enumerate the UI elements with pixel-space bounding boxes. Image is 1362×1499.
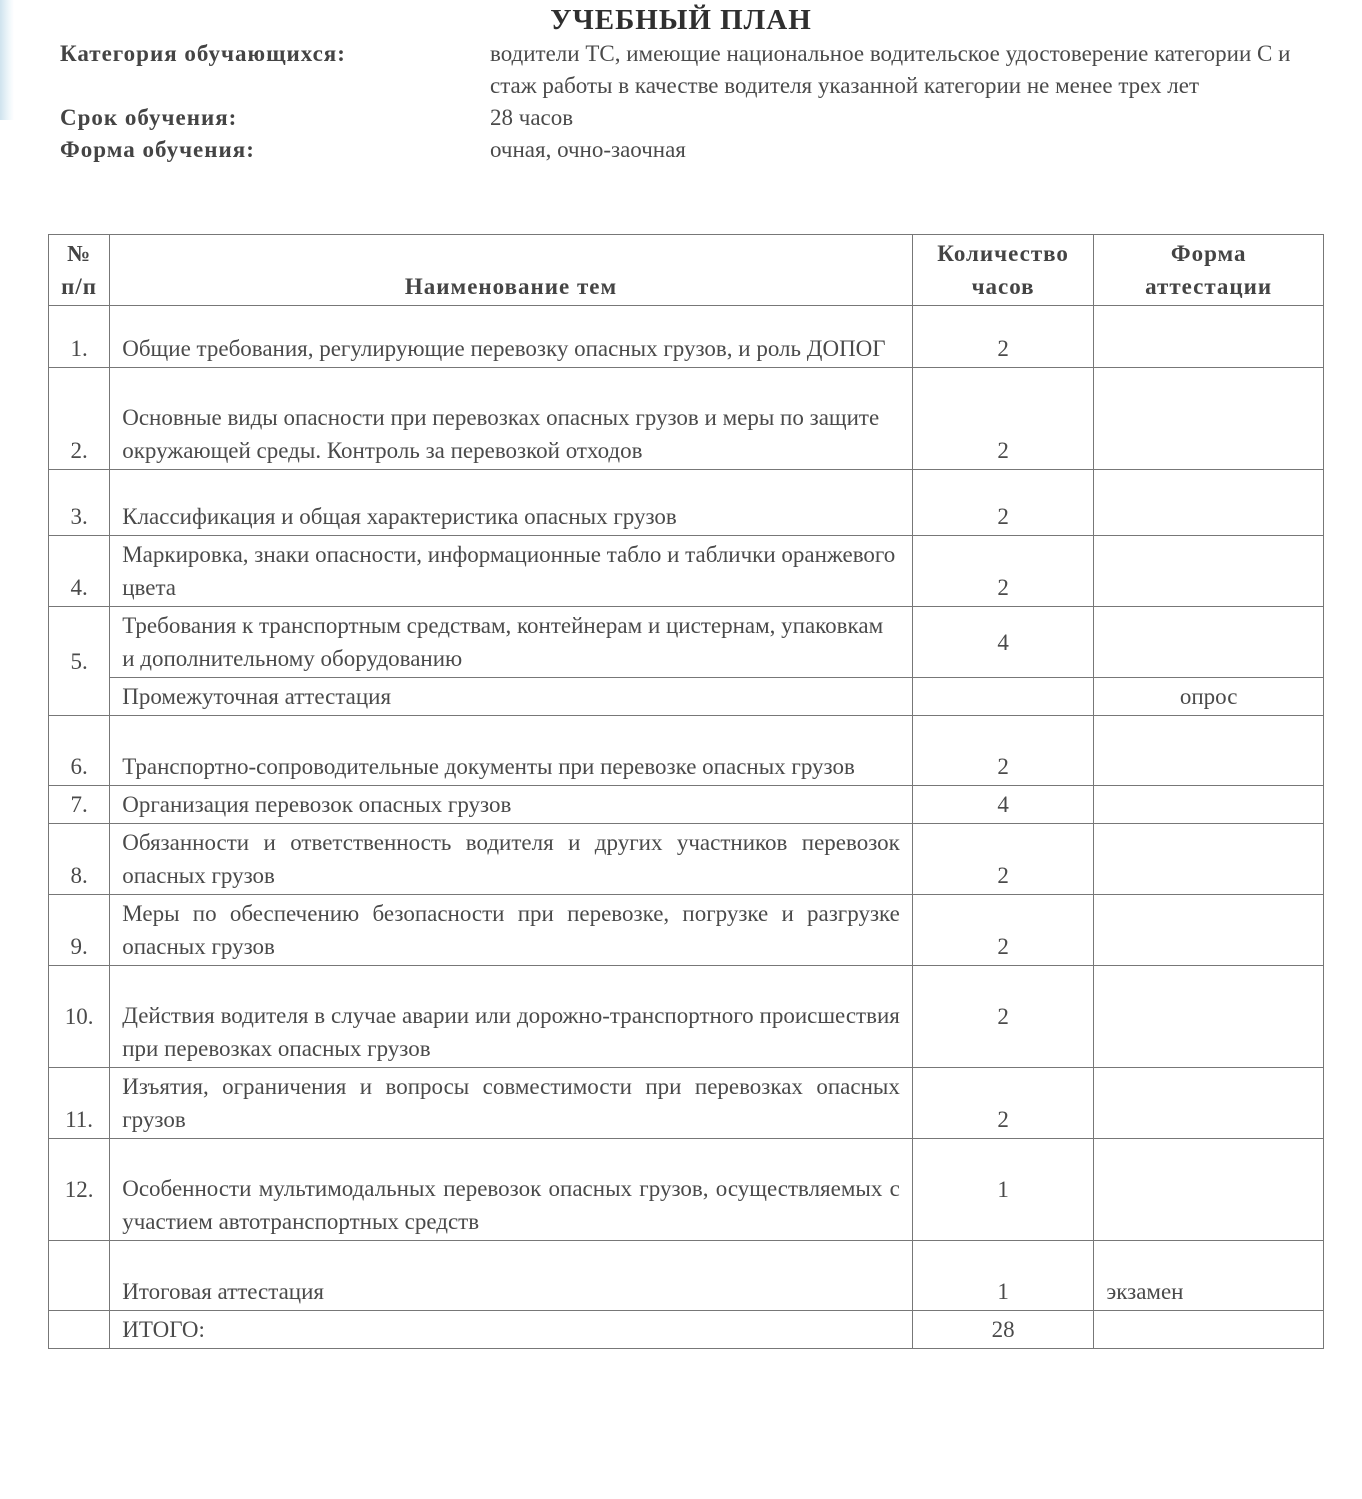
- table-row: [49, 1241, 1324, 1311]
- table-row: [49, 1068, 1324, 1139]
- table-row: [49, 895, 1324, 966]
- row-name: Общие требования, регулирующие перевозку опасных грузов, и роль ДОПОГ: [110, 306, 913, 368]
- table-row: [49, 1139, 1324, 1241]
- row-name: Требования к транспортным средствам, контейнерам и цистернам, упаковкам и дополнительному оборудованию: [110, 607, 913, 678]
- table-row: [49, 470, 1324, 536]
- meta-row-duration: [60, 102, 1330, 134]
- row-hours: 4: [912, 607, 1094, 678]
- row-name: Особенности мультимодальных перевозок опасных грузов, осуществляемых с участием автотранспортных средств: [110, 1139, 913, 1241]
- meta-label: Срок обучения:: [60, 105, 238, 130]
- row-form: [1094, 1311, 1324, 1349]
- meta-row-form: [60, 134, 1330, 166]
- row-num: 2.: [49, 368, 110, 470]
- meta-value: очная, очно-заочная: [490, 137, 686, 162]
- row-hours: 2: [912, 824, 1094, 895]
- table-row: [49, 536, 1324, 607]
- row-name: Промежуточная аттестация: [110, 678, 913, 716]
- row-name: Обязанности и ответственность водителя и других участников перевозок опасных грузов: [110, 824, 913, 895]
- row-num: 1.: [49, 306, 110, 368]
- table-total-row: [49, 1311, 1324, 1349]
- row-hours: 2: [912, 966, 1094, 1068]
- table-row: [49, 607, 1324, 678]
- row-name: Изъятия, ограничения и вопросы совместимости при перевозках опасных грузов: [110, 1068, 913, 1139]
- row-form: [1094, 306, 1324, 368]
- row-name: Итоговая аттестация: [110, 1241, 913, 1311]
- row-num: 9.: [49, 895, 110, 966]
- table-row: [49, 368, 1324, 470]
- row-form: [1094, 368, 1324, 470]
- meta-label: Форма обучения:: [60, 137, 255, 162]
- row-num: 8.: [49, 824, 110, 895]
- table-row: [49, 966, 1324, 1068]
- row-form: [1094, 470, 1324, 536]
- plan-meta: [60, 38, 1330, 166]
- row-num: 12.: [49, 1139, 110, 1241]
- table-row: [49, 786, 1324, 824]
- row-form: [1094, 1068, 1324, 1139]
- table-header-row: [49, 235, 1324, 306]
- row-hours: 1: [912, 1139, 1094, 1241]
- header-num: № п/п: [49, 235, 110, 306]
- row-hours: 2: [912, 895, 1094, 966]
- row-hours: 1: [912, 1241, 1094, 1311]
- row-num: 4.: [49, 536, 110, 607]
- row-form: опрос: [1094, 678, 1324, 716]
- row-hours: [912, 678, 1094, 716]
- table-row: [49, 306, 1324, 368]
- header-form: Форма аттестации: [1094, 235, 1324, 306]
- row-form: [1094, 536, 1324, 607]
- row-form: [1094, 786, 1324, 824]
- row-num: 7.: [49, 786, 110, 824]
- row-name: Маркировка, знаки опасности, информационные табло и таблички оранжевого цвета: [110, 536, 913, 607]
- row-name: Действия водителя в случае аварии или дорожно-транспортного происшествия при перевозках опасных грузов: [110, 966, 913, 1068]
- row-form: [1094, 966, 1324, 1068]
- table-row: [49, 824, 1324, 895]
- row-form: [1094, 716, 1324, 786]
- row-hours: 4: [912, 786, 1094, 824]
- table-row: [49, 716, 1324, 786]
- row-form: [1094, 895, 1324, 966]
- row-hours: 2: [912, 1068, 1094, 1139]
- row-num: 11.: [49, 1068, 110, 1139]
- row-hours: 2: [912, 306, 1094, 368]
- row-name: Меры по обеспечению безопасности при перевозке, погрузке и разгрузке опасных грузов: [110, 895, 913, 966]
- row-hours: 2: [912, 368, 1094, 470]
- row-name: Классификация и общая характеристика опасных грузов: [110, 470, 913, 536]
- row-name: ИТОГО:: [110, 1311, 913, 1349]
- row-name: Транспортно-сопроводительные документы при перевозке опасных грузов: [110, 716, 913, 786]
- row-hours: 28: [912, 1311, 1094, 1349]
- row-hours: 2: [912, 536, 1094, 607]
- document-title: УЧЕБНЫЙ ПЛАН: [550, 4, 812, 36]
- row-name: Организация перевозок опасных грузов: [110, 786, 913, 824]
- row-num: [49, 1311, 110, 1349]
- row-form: [1094, 824, 1324, 895]
- meta-value: 28 часов: [490, 105, 574, 130]
- row-form: экзамен: [1094, 1241, 1324, 1311]
- row-form: [1094, 1139, 1324, 1241]
- row-form: [1094, 607, 1324, 678]
- meta-label: Категория обучающихся:: [60, 41, 346, 66]
- row-hours: 2: [912, 470, 1094, 536]
- meta-value: водители ТС, имеющие национальное водительское удостоверение категории С и стаж работы в качестве водителя указанной категории не менее трех лет: [490, 41, 1291, 98]
- row-num: 5.: [49, 607, 110, 716]
- curriculum-table: [48, 234, 1324, 1349]
- header-name: Наименование тем: [110, 235, 913, 306]
- row-hours: 2: [912, 716, 1094, 786]
- meta-row-category: [60, 38, 1330, 102]
- row-num: 6.: [49, 716, 110, 786]
- row-name: Основные виды опасности при перевозках опасных грузов и меры по защите окружающей среды. Контроль за перевозкой отходов: [110, 368, 913, 470]
- row-num: 3.: [49, 470, 110, 536]
- row-num: [49, 1241, 110, 1311]
- row-num: 10.: [49, 966, 110, 1068]
- table-row: [49, 678, 1324, 716]
- header-hours: Количество часов: [912, 235, 1094, 306]
